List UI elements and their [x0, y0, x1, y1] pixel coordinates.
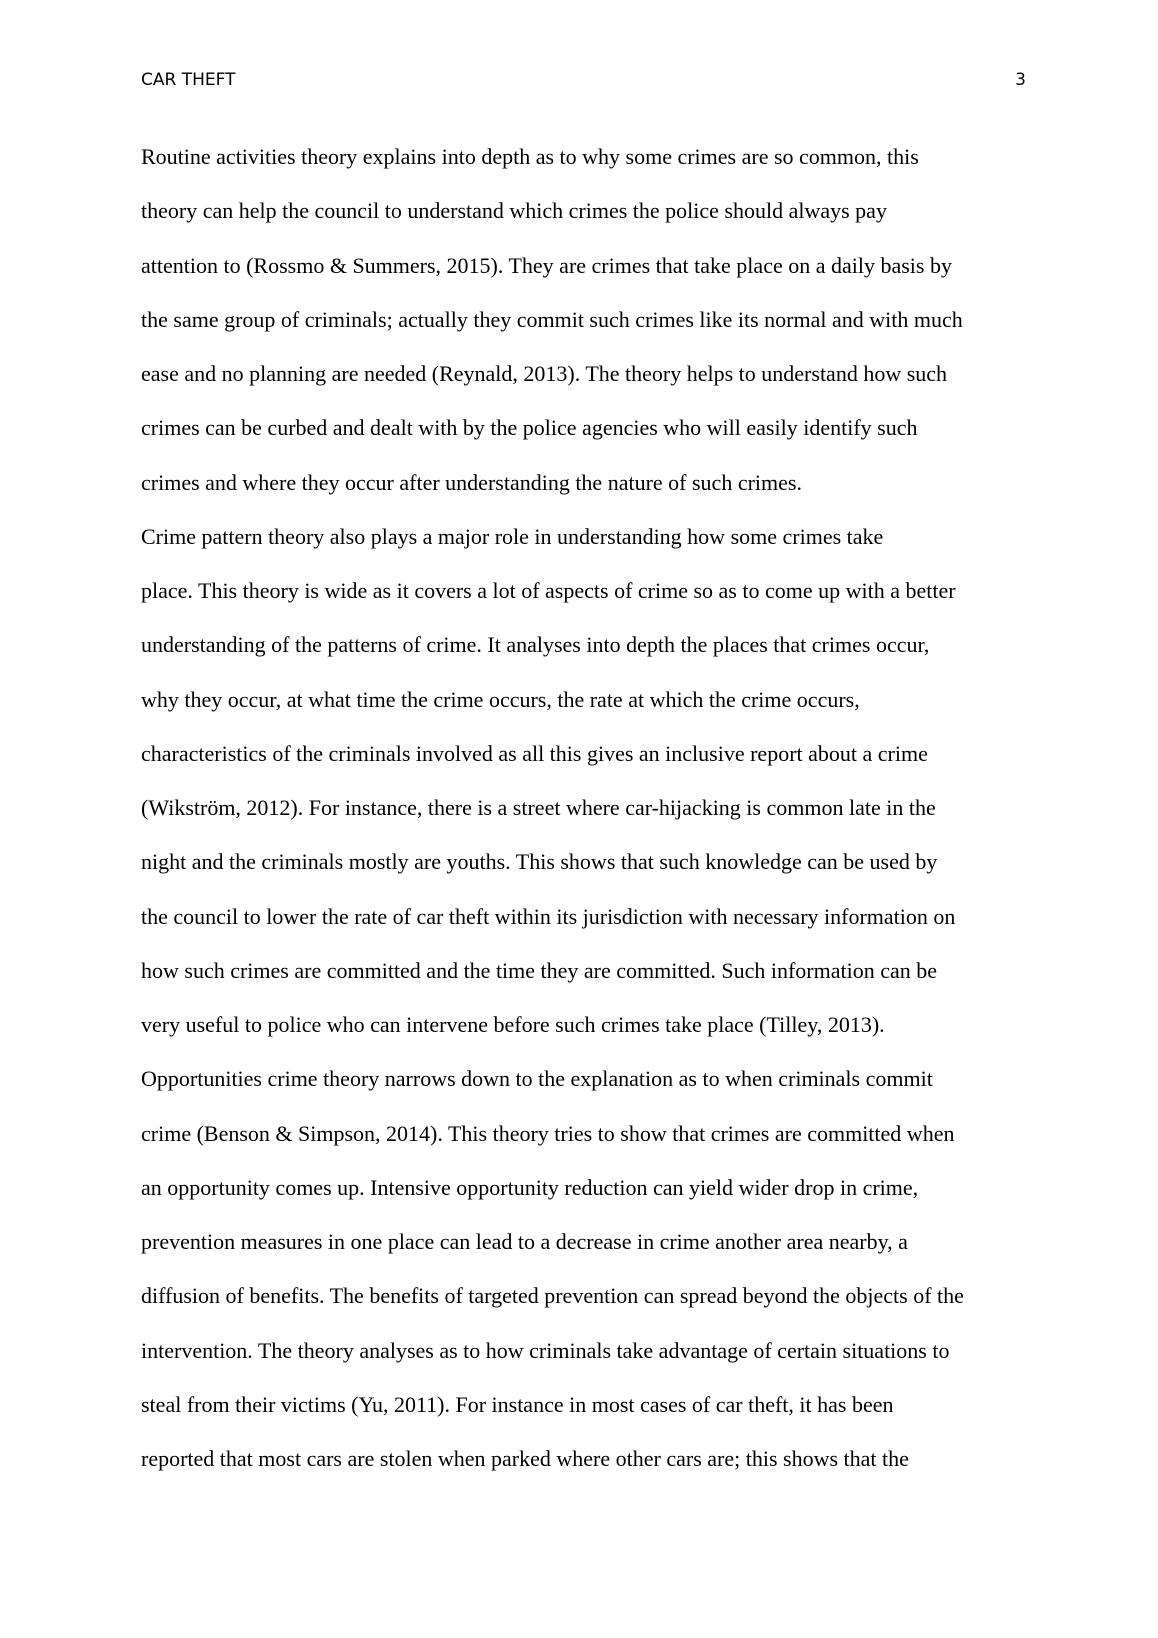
text-line: very useful to police who can intervene before such crimes take place (Tilley, 2013).	[141, 1012, 885, 1037]
text-line: crimes and where they occur after understanding the nature of such crimes.	[141, 469, 802, 495]
body-text	[141, 130, 1031, 1486]
text-line: crime (Benson & Simpson, 2014). This theory tries to show that crimes are committed when	[141, 1120, 955, 1146]
text-line: understanding of the patterns of crime. It analyses into depth the places that crimes occur,	[141, 632, 930, 658]
running-head: CAR THEFT	[141, 70, 236, 90]
text-line: how such crimes are committed and the time they are committed. Such information can be	[141, 957, 938, 983]
text-line: reported that most cars are stolen when parked where other cars are; this shows that the	[141, 1446, 909, 1471]
text-line: why they occur, at what time the crime occurs, the rate at which the crime occurs,	[141, 686, 860, 712]
text-line: characteristics of the criminals involved as all this gives an inclusive report about a crime	[141, 740, 928, 766]
text-line: theory can help the council to understand which crimes the police should always pay	[141, 198, 887, 224]
page-number: 3	[1015, 70, 1026, 90]
text-line: crimes can be curbed and dealt with by the police agencies who will easily identify such	[141, 415, 918, 441]
text-line: prevention measures in one place can lead to a decrease in crime another area nearby, a	[141, 1229, 908, 1254]
text-line: intervention. The theory analyses as to how criminals take advantage of certain situations to	[141, 1337, 950, 1363]
text-line: Opportunities crime theory narrows down to the explanation as to when criminals commit	[141, 1066, 933, 1092]
text-line: attention to (Rossmo & Summers, 2015). They are crimes that take place on a daily basis by	[141, 252, 952, 278]
text-line: the council to lower the rate of car theft within its jurisdiction with necessary information on	[141, 903, 956, 929]
text-line: the same group of criminals; actually they commit such crimes like its normal and with much	[141, 306, 963, 332]
text-line: ease and no planning are needed (Reynald, 2013). The theory helps to understand how such	[141, 361, 948, 386]
text-line: night and the criminals mostly are youths. This shows that such knowledge can be used by	[141, 849, 938, 875]
text-line: steal from their victims (Yu, 2011). For instance in most cases of car theft, it has been	[141, 1391, 894, 1417]
text-line: Crime pattern theory also plays a major role in understanding how some crimes take	[141, 523, 884, 549]
text-line: diffusion of benefits. The benefits of targeted prevention can spread beyond the objects of the	[141, 1283, 964, 1309]
text-line: (Wikström, 2012). For instance, there is a street where car-hijacking is common late in the	[141, 795, 936, 820]
text-line: place. This theory is wide as it covers a lot of aspects of crime so as to come up with a better	[141, 578, 956, 603]
page-header	[141, 70, 1026, 96]
text-line: Routine activities theory explains into depth as to why some crimes are so common, this	[141, 144, 919, 169]
text-line: an opportunity comes up. Intensive opportunity reduction can yield wider drop in crime,	[141, 1174, 919, 1200]
